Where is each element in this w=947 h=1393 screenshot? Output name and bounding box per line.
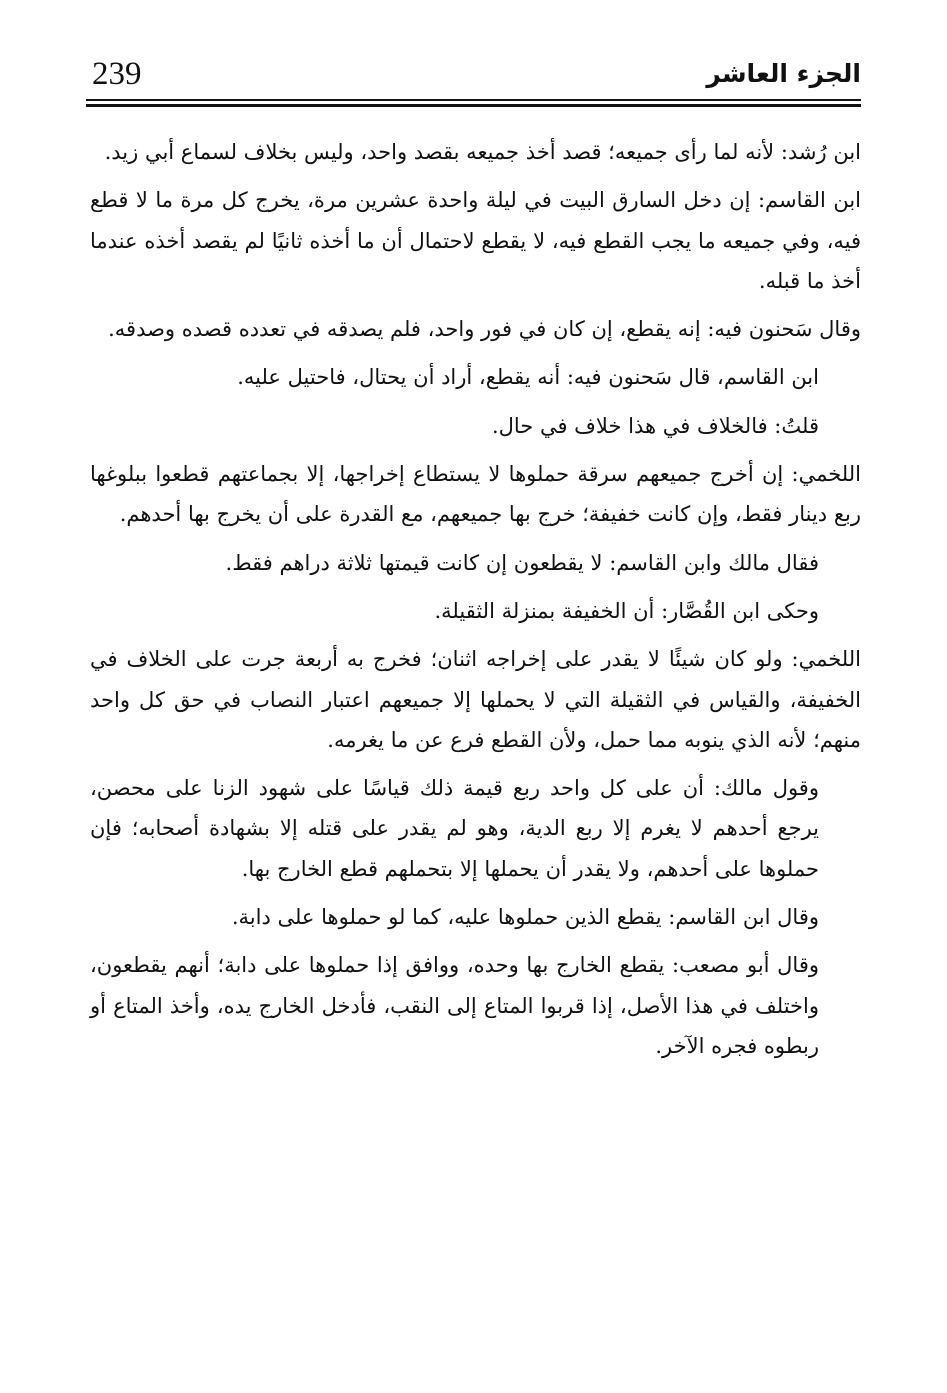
page-header [86, 52, 861, 98]
paragraph: وحكى ابن القُصَّار: أن الخفيفة بمنزلة الثقيلة. [434, 598, 819, 623]
page-number: 239 [92, 56, 142, 92]
paragraph: وقال سَحنون فيه: إنه يقطع، إن كان في فور واحد، فلم يصدقه في تعدده قصده وصدقه. [108, 317, 861, 342]
body-text [90, 132, 861, 1074]
running-title: الجزء العاشر [706, 59, 861, 88]
paragraph: ابن القاسم، قال سَحنون فيه: أنه يقطع، أراد أن يحتال، فاحتيل عليه. [237, 365, 819, 390]
paragraph: ابن القاسم: إن دخل السارق البيت في ليلة واحدة عشرين مرة، يخرج كل مرة ما لا قطع فيه، وفي جميعه ما يجب القطع فيه، لا يقطع لاحتمال أن ما أخذه ثانيًا لم يقصد أخذه عندما أخذ ما قبله. [90, 188, 861, 293]
paragraph: قلتُ: فالخلاف في هذا خلاف في حال. [491, 413, 819, 438]
paragraph: ابن رُشد: لأنه لما رأى جميعه؛ قصد أخذ جميعه بقصد واحد، وليس بخلاف لسماع أبي زيد. [104, 140, 861, 164]
paragraph: وقال ابن القاسم: يقطع الذين حملوها عليه، كما لو حملوها على دابة. [231, 905, 819, 930]
paragraph: وقال أبو مصعب: يقطع الخارج بها وحده، ووافق إذا حملوها على دابة؛ أنهم يقطعون، واختلف في هذا الأصل، إذا قربوا المتاع إلى النقب، فأدخل الخارج يده، وأخذ المتاع أو ربطوه فجره الآخر. [90, 953, 819, 1058]
paragraph: وقول مالك: أن على كل واحد ربع قيمة ذلك قياسًا على شهود الزنا على محصن، يرجع أحدهم لا يغرم إلا ربع الدية، وهو لم يقدر على قتله إلا بشهادة أصحابه؛ فإن حملوها على أحدهم، ولا يقدر أن يحملها إلا بتحملهم قطع الخارج بها. [90, 776, 819, 881]
header-rule-double [86, 104, 861, 107]
paragraph: فقال مالك وابن القاسم: لا يقطعون إن كانت قيمتها ثلاثة دراهم فقط. [225, 550, 819, 575]
paragraph: اللخمي: ولو كان شيئًا لا يقدر على إخراجه اثنان؛ فخرج به أربعة جرت على الخلاف في الخفيفة، والقياس في الثقيلة التي لا يحملها إلا جميعهم اعتبار النصاب في حق كل واحد منهم؛ لأنه الذي ينوبه مما حمل، ولأن القطع فرع عن ما يغرمه. [90, 647, 861, 752]
paragraph: اللخمي: إن أخرج جميعهم سرقة حملوها لا يستطاع إخراجها، إلا بجماعتهم قطعوا ببلوغها ربع دينار فقط، وإن كانت خفيفة؛ خرج بها جميعهم، مع القدرة على أن يخرج بها أحدهم. [90, 462, 861, 527]
header-rule [86, 99, 861, 101]
